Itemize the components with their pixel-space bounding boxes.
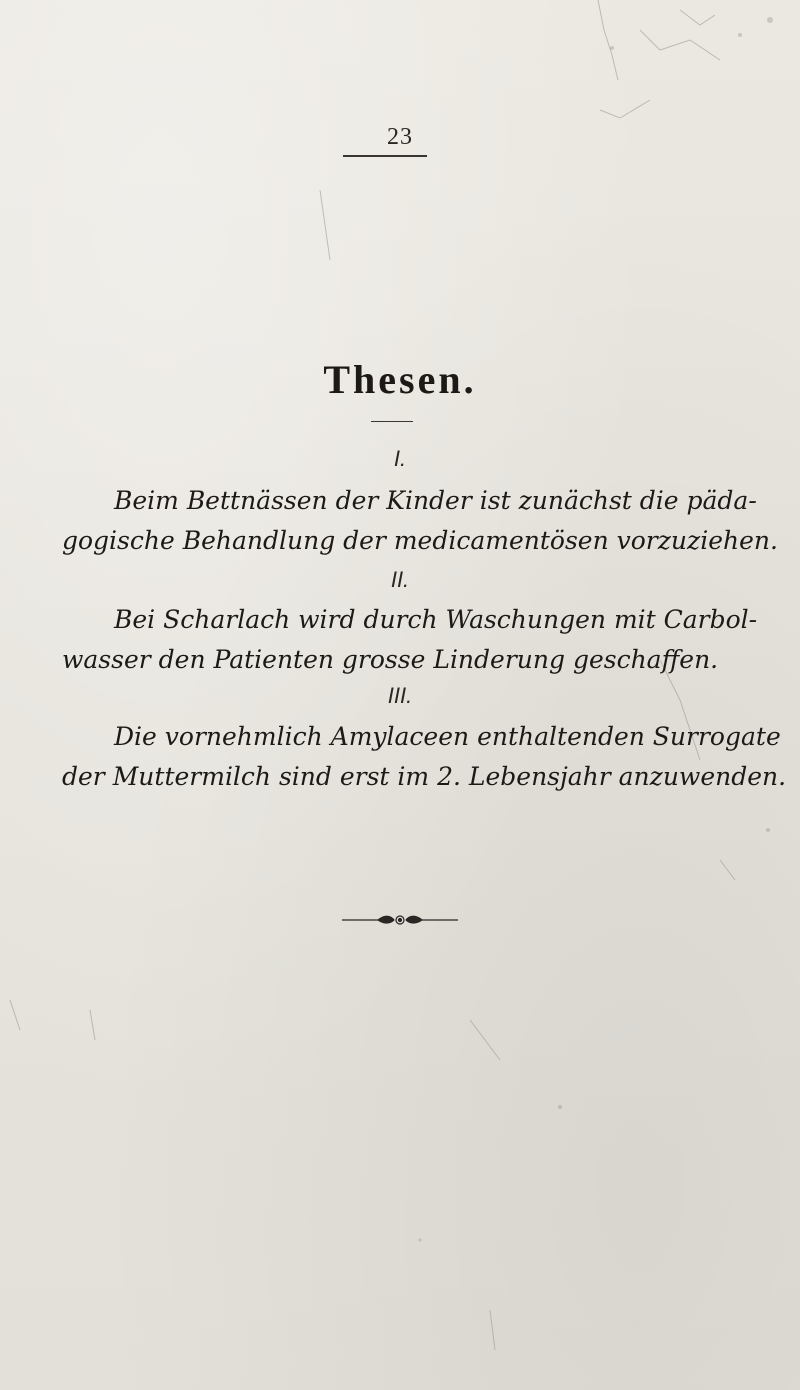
thesis-line: Beim Bettnässen der Kinder ist zunächst die päda- (114, 486, 757, 515)
thesis-numeral: III. (387, 683, 413, 708)
page-number: 23 (387, 124, 413, 150)
page-heading: Thesen. (323, 357, 477, 402)
thesis-numeral: II. (390, 567, 410, 592)
thesis-numeral: I. (393, 446, 407, 471)
thesis-line: wasser den Patienten grosse Linderung geschaffen. (62, 645, 719, 674)
thesis-line: gogische Behandlung der medicamentösen vorzuziehen. (62, 526, 778, 555)
heading-rule (371, 421, 413, 422)
thesis-line: der Muttermilch sind erst im 2. Lebensjahr anzuwenden. (62, 762, 787, 791)
fleuron-ornament-icon (340, 912, 460, 928)
page-number-rule (343, 155, 427, 157)
thesis-line: Bei Scharlach wird durch Waschungen mit Carbol- (114, 605, 758, 634)
thesis-line: Die vornehmlich Amylaceen enthaltenden Surrogate (114, 722, 781, 751)
